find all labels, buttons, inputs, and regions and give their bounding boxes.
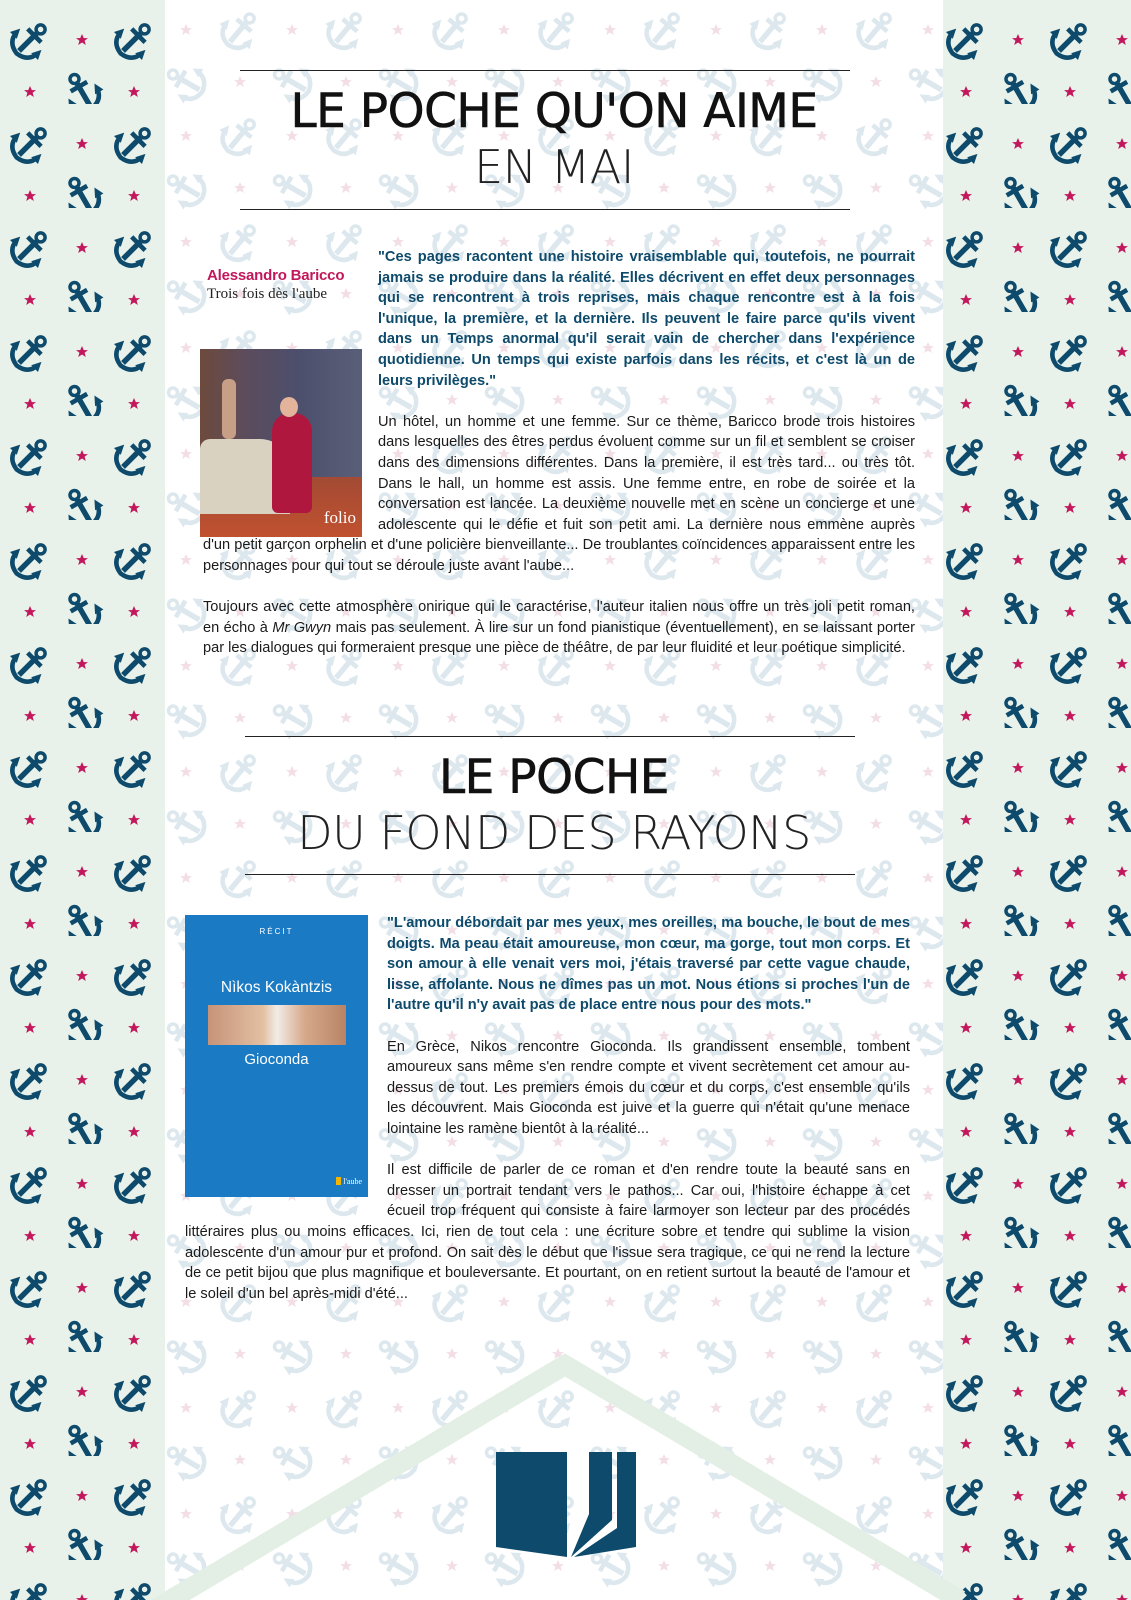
section1-review <box>203 247 915 679</box>
book1-column <box>203 247 378 528</box>
book2-publisher: l'aube <box>336 1172 362 1193</box>
book1-author: Alessandro Baricco <box>207 267 345 284</box>
book1-cover-image <box>200 349 362 537</box>
divider-top <box>240 70 850 71</box>
book2-quote: "L'amour débordait par mes yeux, mes oreilles, ma bouche, le bout de mes doigts. Ma peau était amoureuse, mon cœur, ma gorge, tout mon corps. Et son amour à elle venait vers moi, j'étais traversé par cette vague chaude, lisse, affolante. Nous ne dîmes pas un mot. Nous étions si proches l'un de l'autre qu'il n'y avait pas de place entre nous pour des mots." <box>387 915 910 1014</box>
book1-paragraph: Un hôtel, un homme et une femme. Sur ce thème, Baricco brode trois histoires dans lesquelles des êtres perdus évoluent comme sur un fil et semblent se croiser dans des dimensions différentes. Dans la première, il est très tard... ou très tôt. Dans le hall, un homme est assis. Une femme entre, en robe de soirée et la conversation est lancée. La deuxième nouvelle met en scène un concierge et une adolescente qui le défie et fuit son petit ami. La dernière nous emmène auprès d'un petit garçon orphelin et d'une policière bienveillante... De troublantes coïncidences apparaissent entre les personnages pour qui tout se déroule juste avant l'aube... <box>203 413 915 574</box>
book2-paragraph-2: Il est difficile de parler de ce roman et d'en rendre toute la beauté sans en dresser un portrait tendant vers le pathos... Car oui, l'histoire échappe à cet écueil trop fréquent qui consiste à faire larmoyer son lecteur par des procédés littéraires plus ou moins efficaces. Ici, rien de tout cela : une écriture sobre et tendre qui sublime la vision adolescente d'un amour pur et profond. On sait dès le début que l'issue sera tragique, ce qui ne rend la lecture de ce petit bijou que plus magnifique et bouleversante. Et pourtant, on en retient surtout la beauté de l'amour et le soleil d'un bel après-midi d'été... <box>185 1162 910 1302</box>
book1-title: Trois fois dès l'aube <box>207 286 328 302</box>
book2-cover-photo <box>208 1005 346 1045</box>
book2-cover-image <box>185 915 368 1197</box>
section2-title: LE POCHE <box>438 750 669 805</box>
book1-publisher: folio <box>323 508 356 528</box>
open-book-icon <box>486 1440 646 1565</box>
section2-review <box>185 913 910 1325</box>
book2-paragraph: En Grèce, Nikos rencontre Gioconda. Ils grandissent ensemble, tombent amoureux sans même s'en rendre compte et vivent secrètement cet amour au-dessus de tout. Les premiers émois du cœur et du corps, c'est ensemble qu'ils les découvrent. Mais Gioconda est juive et la guerre qui n'était qu'une menace lointaine les ramène bientôt à la réalité... <box>387 1038 910 1137</box>
divider <box>245 874 855 875</box>
book2-author: Nìkos Kokàntzis <box>220 979 333 996</box>
section1-subtitle: EN MAI <box>474 140 634 194</box>
right-side-panel <box>943 0 1131 1600</box>
section1-title: LE POCHE QU'ON AIME <box>290 84 818 139</box>
book1-quote: "Ces pages racontent une histoire vraisemblable qui, toutefois, ne pourrait jamais se produire dans la réalité. Elles décrivent en effet deux personnages qui se rencontrent à trois reprises, mais chaque rencontre est à la fois l'unique, la première, et la dernière. Ils peuvent le faire parce qu'ils vivent dans un Temps anormal qu'il serait vain de chercher dans l'expérience quotidienne. Un temps qui existe parfois dans les récits, et c'est là un de leurs privilèges." <box>378 249 915 389</box>
divider <box>245 736 855 737</box>
section2-subtitle: DU FOND DES RAYONS <box>297 806 811 860</box>
book2-genre: RÉCIT <box>259 927 294 936</box>
divider <box>240 209 850 210</box>
left-side-panel <box>0 0 165 1600</box>
book2-title: Gioconda <box>244 1051 309 1068</box>
book2-column <box>185 913 387 1209</box>
book1-paragraph-2: Toujours avec cette atmosphère onirique qui le caractérise, l'auteur italien nous offre un très joli petit roman, en écho à Mr Gwyn mais pas seulement. À lire sur un fond pianistique (éventuellement), en se laissant porter par les dialogues qui formeraient presque une pièce de théâtre, de par leur fluidité et leur poétique simplicité. <box>203 599 915 657</box>
